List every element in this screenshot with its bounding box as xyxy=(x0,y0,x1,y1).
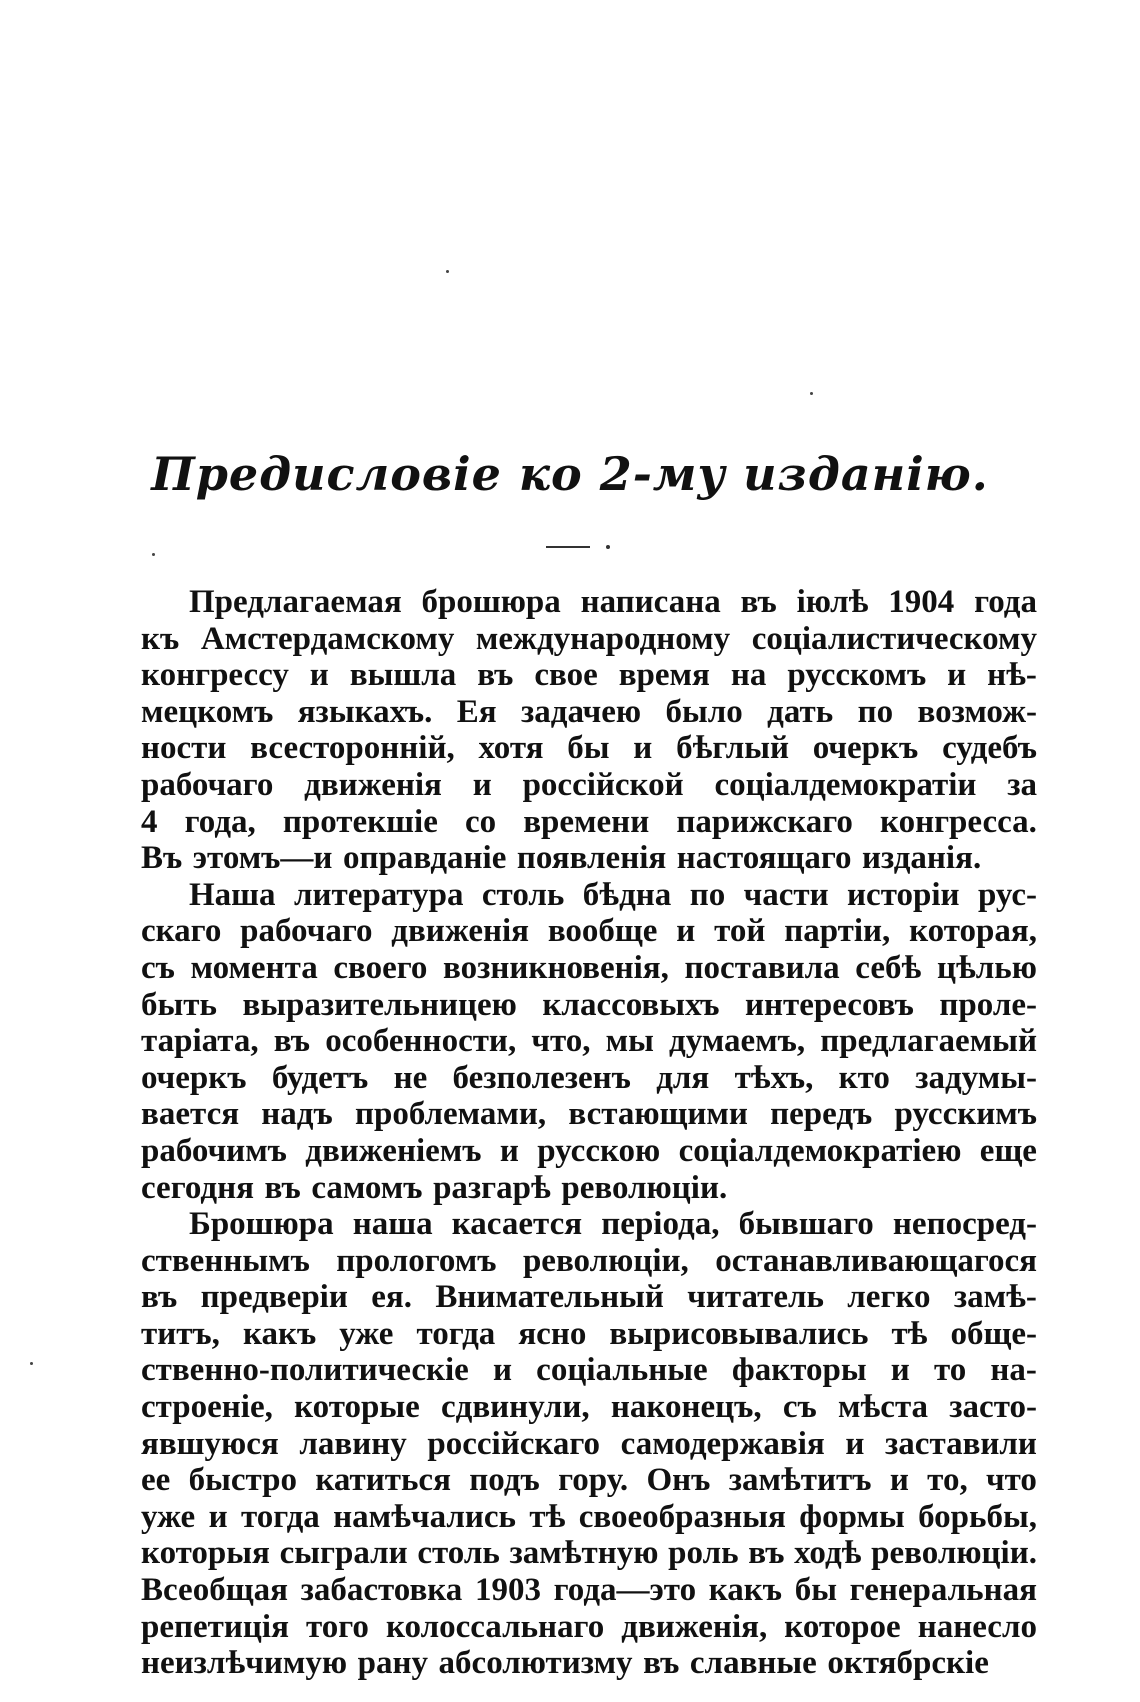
text-line: Брошюра наша касается періода, бывшаго непосред- xyxy=(189,1206,1037,1243)
text-line: скаго рабочаго движенія вообще и той партіи, которая, xyxy=(141,913,1037,950)
text-line: которыя сыграли столь замѣтную роль въ ходѣ революціи. xyxy=(141,1535,1037,1572)
text-line: быть выразительницею классовыхъ интересовъ проле- xyxy=(141,986,1037,1023)
text-line: Въ этомъ—и оправданіе появленія настоящаго изданія. xyxy=(141,840,982,877)
print-speck xyxy=(30,1362,33,1365)
text-line: ственнымъ прологомъ революціи, останавливающагося xyxy=(141,1242,1037,1279)
text-line: мецкомъ языкахъ. Ея задачею было дать по возмож- xyxy=(141,693,1037,730)
title-divider-dot xyxy=(606,545,610,549)
text-line: съ момента своего возникновенія, поставила себѣ цѣлью xyxy=(141,949,1037,986)
text-line: 4 года, протекшіе со времени парижскаго конгресса. xyxy=(141,803,1037,840)
text-line: въ предверіи ея. Внимательный читатель легко замѣ- xyxy=(141,1279,1037,1316)
print-speck xyxy=(810,392,813,395)
text-line: къ Амстердамскому международному соціалистическому xyxy=(141,620,1037,657)
text-line: вается надъ проблемами, встающими передъ русскимъ xyxy=(141,1096,1037,1133)
text-line: явшуюся лавину россійскаго самодержавія и заставили xyxy=(141,1425,1037,1462)
text-line: репетиція того колоссальнаго движенія, которое нанесло xyxy=(141,1608,1037,1645)
text-line: ее быстро катиться подъ гору. Онъ замѣтитъ и то, что xyxy=(141,1462,1037,1499)
paragraph xyxy=(141,877,1037,1206)
text-line: ности всесторонній, хотя бы и бѣглый очеркъ судебъ xyxy=(141,730,1037,767)
text-line: рабочимъ движеніемъ и русскою соціалдемократіею еще xyxy=(141,1132,1037,1169)
page-title: Предисловіе ко 2-му изданію. xyxy=(151,447,989,501)
text-line: ственно-политическіе и соціальные факторы и то на- xyxy=(141,1352,1037,1389)
text-line: сегодня въ самомъ разгарѣ революціи. xyxy=(141,1169,728,1206)
text-line: Предлагаемая брошюра написана въ іюлѣ 1904 года xyxy=(189,584,1037,620)
text-line: таріата, въ особенности, что, мы думаемъ, предлагаемый xyxy=(141,1023,1037,1060)
title-divider xyxy=(546,546,590,548)
text-line: неизлѣчимую рану абсолютизму въ славные октябрскіе xyxy=(141,1645,989,1682)
paragraph xyxy=(141,1206,1037,1682)
text-line: Всеобщая забастовка 1903 года—это какъ бы генеральная xyxy=(141,1572,1037,1609)
paragraph xyxy=(141,584,1037,877)
body-text xyxy=(141,584,1037,1682)
text-line: рабочаго движенія и россійской соціалдемократіи за xyxy=(141,766,1037,803)
text-line: очеркъ будетъ не безполезенъ для тѣхъ, кто задумы- xyxy=(141,1059,1037,1096)
print-speck xyxy=(152,553,155,556)
text-line: Наша литература столь бѣдна по части исторіи рус- xyxy=(189,876,1037,913)
print-speck xyxy=(446,270,449,273)
text-line: строеніе, которые сдвинули, наконецъ, съ мѣста засто- xyxy=(141,1389,1037,1426)
text-line: уже и тогда намѣчались тѣ своеобразныя формы борьбы, xyxy=(141,1498,1037,1535)
text-line: титъ, какъ уже тогда ясно вырисовывались тѣ обще- xyxy=(141,1315,1037,1352)
text-line: конгрессу и вышла въ свое время на русскомъ и нѣ- xyxy=(141,657,1037,694)
